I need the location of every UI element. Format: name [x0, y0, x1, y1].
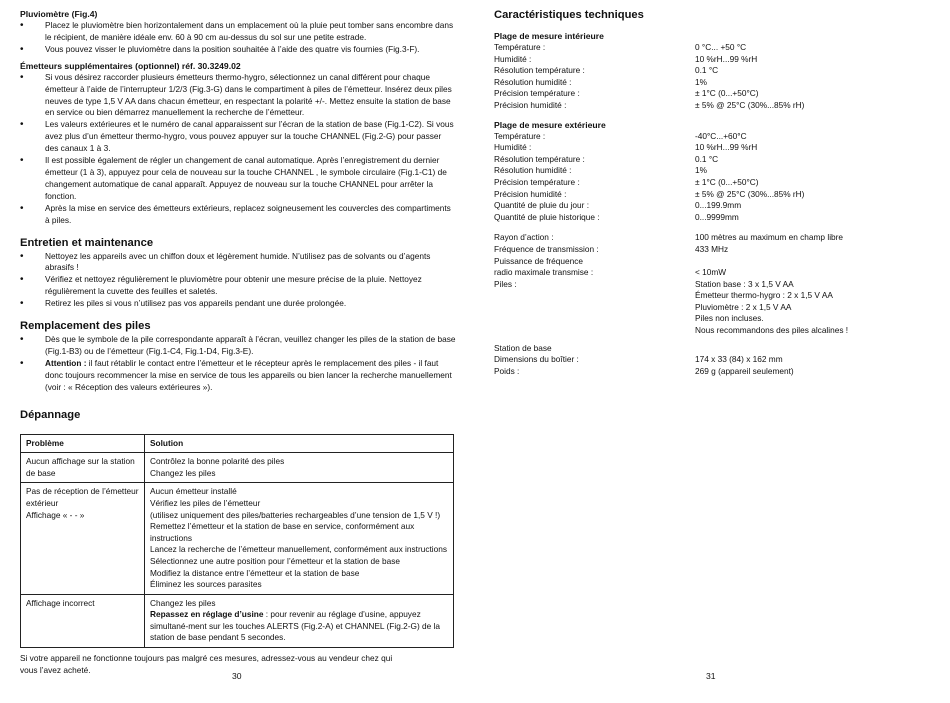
spec-value: 174 x 33 (84) x 162 mm	[695, 354, 783, 365]
spec-label: Quantité de pluie historique :	[494, 211, 600, 222]
list-item: • Si vous désirez raccorder plusieurs émetteurs thermo-hygro, sélectionnez un canal différent pour chaque émetteur à l’aide de l’interrupteur 1/2/3 (Fig.3-G) dans le compartiment à piles de l’émetteur. Insérez deux piles neuves de type 1,5 V AA dans chacun émetteur, en respectant la polarité +/-. Mettez ensuite la station de base en service ou bien démarrez manuellement la recherche de l’émetteur.	[20, 72, 456, 120]
spec-value: < 10mW	[695, 267, 727, 278]
list-item: • Les valeurs extérieures et le numéro de canal apparaissent sur l’écran de la station de base (Fig.1-C2). Si vous avez plus d’un émetteur thermo-hygro, vous pouvez appuyer sur la touche CHANNEL (Fig.2-G) pour passer des canaux 1 à 3.	[20, 119, 456, 155]
spec-label: Résolution humidité :	[494, 165, 572, 176]
spec-label: Piles :	[494, 278, 517, 289]
spec-value: 0...199.9mm	[695, 200, 742, 211]
table-row	[21, 453, 454, 483]
specs-title: Caractéristiques techniques	[494, 9, 644, 21]
spec-value: 269 g (appareil seulement)	[695, 365, 794, 376]
piles-line: Pluviomètre : 2 x 1,5 V AA	[695, 301, 792, 312]
spec-row	[494, 354, 930, 366]
spec-value: -40°C...+60°C	[695, 130, 747, 141]
solution-cell	[145, 453, 454, 483]
entretien-list	[20, 251, 456, 311]
problem-line: Affichage « - - »	[26, 509, 85, 520]
spec-label: Humidité :	[494, 142, 532, 153]
spec-value: 1%	[695, 165, 707, 176]
col-header-solution: Solution	[145, 434, 454, 453]
solution-cell	[145, 594, 454, 647]
spec-label: Précision humidité :	[494, 188, 567, 199]
spec-label: Précision humidité :	[494, 99, 567, 110]
solution-line: Remettez l’émetteur et la station de base en service, conformément aux instructions	[150, 521, 415, 543]
attention-text: il faut rétablir le contact entre l’émetteur et le récepteur après le remplacement des piles - il faut donc toujours recommencer la mise en service de tous les appareils ou bien lancer la recherche manuellement (voir : « Réception des valeurs extérieures »).	[45, 357, 452, 392]
solution-line: Lancez la recherche de l’émetteur manuellement, conformément aux instructions	[150, 544, 447, 555]
solution-line: Contrôlez la bonne polarité des piles	[150, 456, 285, 467]
spec-value: ± 1°C (0...+50°C)	[695, 176, 759, 187]
solution-line: Aucun émetteur installé	[150, 486, 237, 497]
list-item: • Après la mise en service des émetteurs extérieurs, replacez soigneusement les couvercles des compartiments à piles.	[20, 203, 456, 227]
spec-value: 0.1 °C	[695, 153, 719, 164]
spec-label: Humidité :	[494, 53, 532, 64]
spec-row	[494, 232, 930, 244]
footer-note: Si votre appareil ne fonctionne toujours pas malgré ces mesures, adressez-vous au vendeur chez qui vous l’avez acheté.	[20, 653, 393, 675]
spec-value	[695, 279, 930, 337]
solution-line	[150, 609, 449, 644]
solution-line: Modifiez la distance entre l’émetteur et la station de base	[150, 567, 360, 578]
indoor-heading: Plage de mesure intérieure	[494, 31, 604, 41]
spec-label: Précision température :	[494, 176, 580, 187]
reset-label: Repassez en réglage d’usine	[150, 609, 264, 620]
spec-label: Station de base	[494, 342, 552, 353]
list-item: • Il est possible également de régler un changement de canal automatique. Après l’enregistrement du dernier émetteur (1 à 3), appuyez pour cela de nouveau sur la touche CHANNEL , le symbole circulaire (Fig.1-C1) de changement automatique de canal apparaît. Appuyez de nouveau sur la touche CHANNEL pour arrêter la fonction.	[20, 155, 456, 203]
list-item: • Nettoyez les appareils avec un chiffon doux et légèrement humide. N’utilisez pas de solvants ou d’agents abrasifs !	[20, 251, 456, 275]
spec-row	[494, 131, 930, 143]
piles-list	[20, 334, 456, 394]
emetteurs-heading: Émetteurs supplémentaires (optionnel) réf. 30.3249.02	[20, 60, 241, 71]
spec-row	[494, 100, 930, 112]
spec-row	[494, 267, 930, 279]
spec-row	[494, 177, 930, 189]
spec-label: radio maximale transmise :	[494, 267, 594, 278]
list-item: • Vérifiez et nettoyez régulièrement le pluviomètre pour obtenir une mesure précise de la pluie. Nettoyez régulièrement la cuvette des feuilles et saletés.	[20, 274, 456, 298]
solution-line: Éliminez les sources parasites	[150, 579, 262, 590]
spec-row	[494, 77, 930, 89]
indoor-specs	[494, 42, 930, 112]
list-item: • Vous pouvez visser le pluviomètre dans la position souhaitée à l’aide des quatre vis fournies (Fig.3-F).	[20, 44, 456, 56]
spec-row	[494, 42, 930, 54]
reset-text: : pour revenir au réglage d’usine, appuyez simultané-ment sur les touches ALERTS (Fig.2-A) et CHANNEL (Fig.2-G) de la station de base pendant 5 secondes.	[150, 609, 441, 643]
solution-line: Changez les piles	[150, 597, 216, 608]
solution-line: (utilisez uniquement des piles/batteries rechargeables d’une tension de 1,5 V !)	[150, 509, 441, 520]
spec-label: Température :	[494, 130, 546, 141]
entretien-heading: Entretien et maintenance	[20, 236, 154, 249]
spec-row	[494, 154, 930, 166]
list-item: • Retirez les piles si vous n’utilisez pas vos appareils pendant une durée prolongée.	[20, 298, 456, 310]
piles-line: Piles non incluses.	[695, 313, 764, 324]
problem-cell: Aucun affichage sur la station de base	[21, 453, 145, 483]
problem-cell	[21, 483, 145, 594]
piles-line: Station base : 3 x 1,5 V AA	[695, 278, 794, 289]
spec-row	[494, 200, 930, 212]
spec-label: Puissance de fréquence	[494, 255, 584, 266]
list-item	[20, 358, 456, 394]
pluvio-list	[20, 20, 456, 56]
table-header-row	[21, 434, 454, 453]
outdoor-heading: Plage de mesure extérieure	[494, 119, 606, 130]
table-row	[21, 594, 454, 647]
spec-label: Résolution humidité :	[494, 76, 572, 87]
spec-row	[494, 142, 930, 154]
spec-label: Résolution température :	[494, 153, 585, 164]
pluvio-heading: Pluviomètre (Fig.4)	[20, 9, 98, 19]
spec-value: 0 °C... +50 °C	[695, 42, 747, 52]
depannage-heading: Dépannage	[20, 408, 81, 421]
spec-label: Résolution température :	[494, 65, 585, 76]
spec-value: 1%	[695, 76, 707, 87]
list-item: • Placez le pluviomètre bien horizontalement dans un emplacement où la pluie peut tomber sans encombre dans le récipient, de manière idéale env. 60 à 90 cm au-dessus du sol sur une petite estrade.	[20, 20, 456, 44]
spec-value: ± 5% @ 25°C (30%...85% rH)	[695, 99, 805, 110]
spec-value: ± 5% @ 25°C (30%...85% rH)	[695, 188, 805, 199]
spec-row	[494, 165, 930, 177]
spec-value: 10 %rH...99 %rH	[695, 53, 758, 64]
spec-row	[494, 256, 930, 268]
spec-label: Rayon d’action :	[494, 232, 554, 243]
spec-label: Dimensions du boîtier :	[494, 354, 579, 365]
spec-label: Quantité de pluie du jour :	[494, 200, 590, 211]
spec-label: Poids :	[494, 365, 520, 376]
troubleshooting-table	[20, 434, 454, 649]
spec-row	[494, 54, 930, 66]
piles-heading: Remplacement des piles	[20, 320, 151, 333]
spec-value: 10 %rH...99 %rH	[695, 142, 758, 153]
spec-label: Température :	[494, 42, 546, 52]
spec-value: 100 mètres au maximum en champ libre	[695, 232, 844, 243]
emetteurs-list	[20, 72, 456, 227]
spec-label: Précision température :	[494, 88, 580, 99]
spec-label: Fréquence de transmission :	[494, 243, 599, 254]
spec-value: 0...9999mm	[695, 211, 739, 222]
spec-value: 433 MHz	[695, 243, 729, 254]
col-header-problem: Problème	[21, 434, 145, 453]
problem-line: Pas de réception de l’émetteur extérieur	[26, 486, 139, 508]
spec-row	[494, 244, 930, 256]
left-page	[20, 0, 456, 703]
spec-value: 0.1 °C	[695, 65, 719, 76]
piles-line: Émetteur thermo-hygro : 2 x 1,5 V AA	[695, 290, 833, 301]
list-item: • Dès que le symbole de la pile correspondante apparaît à l’écran, veuillez changer les piles de la station de base (Fig.1-B3) ou de l’émetteur (Fig.1-C4, Fig.1-D4, Fig.3-E).	[20, 334, 456, 358]
spec-row	[494, 279, 930, 337]
problem-cell: Affichage incorrect	[21, 594, 145, 647]
solution-line: Sélectionnez une autre position pour l’émetteur et la station de base	[150, 555, 400, 566]
page-number-left: 30	[232, 671, 242, 681]
spec-row	[494, 189, 930, 201]
solution-cell	[145, 483, 454, 594]
right-page	[494, 0, 930, 703]
spec-row	[494, 65, 930, 77]
spec-value: ± 1°C (0...+50°C)	[695, 88, 759, 99]
page-number-right: 31	[706, 671, 716, 681]
piles-line: Nous recommandons des piles alcalines !	[695, 325, 849, 336]
spec-row	[494, 212, 930, 224]
spec-row	[494, 343, 930, 355]
solution-line: Vérifiez les piles de l’émetteur	[150, 497, 261, 508]
outdoor-specs	[494, 131, 930, 224]
attention-label: Attention :	[45, 357, 87, 368]
table-row	[21, 483, 454, 594]
solution-line: Changez les piles	[150, 467, 216, 478]
spec-row	[494, 366, 930, 378]
spec-row	[494, 88, 930, 100]
